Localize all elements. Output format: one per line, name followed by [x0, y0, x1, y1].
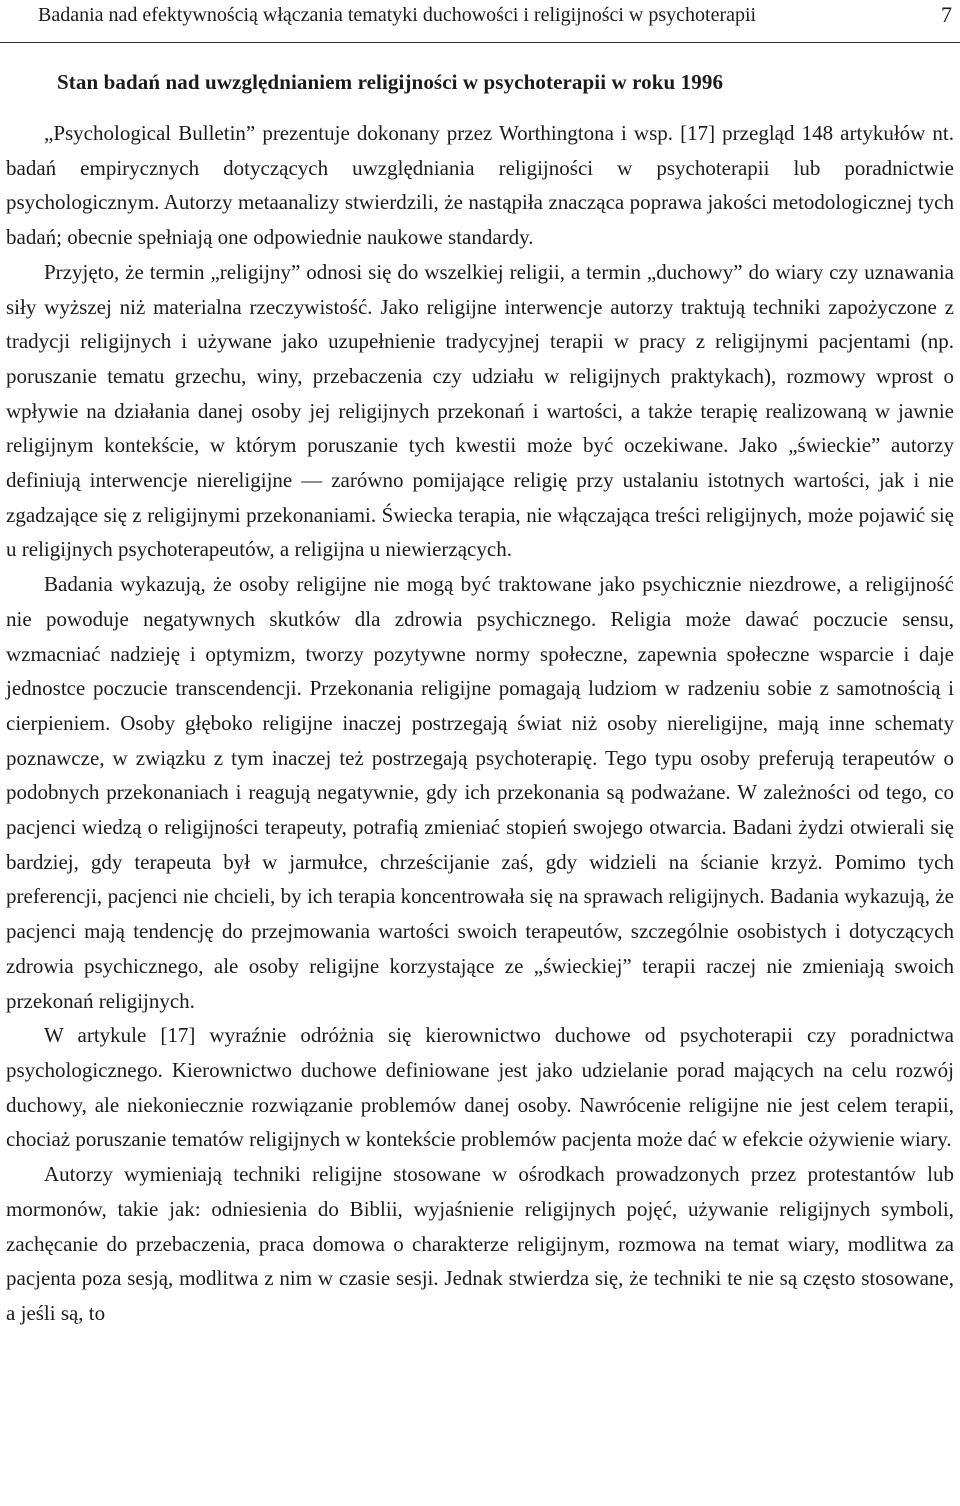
paragraph: W artykule [17] wyraźnie odróżnia się kierownictwo duchowe od psychoterapii czy poradnictwa psychologicznego. Kierownictwo duchowe definiowane jest jako udzielanie porad mających na celu rozwój duchowy, ale niekoniecznie rozwiązanie problemów danej osoby. Nawrócenie religijne nie jest celem terapii, chociaż poruszanie tematów religijnych w kontekście problemów pacjenta może dać w efekcie ożywienie wiary. [6, 1023, 954, 1152]
paragraph: Autorzy wymieniają techniki religijne stosowane w ośrodkach prowadzonych przez protestantów lub mormonów, takie jak: odniesienia do Biblii, wyjaśnienie religijnych pojęć, używanie religijnych symboli, zachęcanie do przebaczenia, praca domowa o charakterze religijnym, rozmowa na temat wiary, modlitwa za pacjenta poza sesją, modlitwa z nim w czasie sesji. Jednak stwierdza się, że techniki te nie są często stosowane, a jeśli są, to [6, 1162, 954, 1325]
body-text [6, 116, 954, 1331]
paragraph: Przyjęto, że termin „religijny” odnosi się do wszelkiej religii, a termin „duchowy” do wiary czy uznawania siły wyższej niż materialna rzeczywistość. Jako religijne interwencje autorzy traktują techniki zapożyczone z tradycji religijnych i używane jako uzupełnienie tradycyjnej terapii w pracy z religijnymi pacjentami (np. poruszanie tematu grzechu, winy, przebaczenia czy udziału w religijnych praktykach), rozmowy wprost o wpływie na działania danej osoby jej religijnych przekonań i wartości, a także terapię realizowaną w jawnie religijnym kontekście, w którym poruszanie tych kwestii może być oczekiwane. Jako „świeckie” autorzy definiują interwencje niereligijne — zarówno pomijające religię przy ustalaniu istotnych wartości, jak i nie zgadzające się z religijnymi przekonaniami. Świecka terapia, nie włączająca treści religijnych, może pojawić się u religijnych psychoterapeutów, a religijna u niewierzących. [6, 259, 954, 562]
paragraph: „Psychological Bulletin” prezentuje dokonany przez Worthingtona i wsp. [17] przegląd 148 artykułów nt. badań empirycznych dotyczących uwzględniania religijności w psychoterapii lub poradnictwie psychologicznym. Autorzy metaanalizy stwierdzili, że nastąpiła znacząca poprawa jakości metodologicznej tych badań; obecnie spełniają one odpowiednie naukowe standardy. [6, 121, 954, 250]
running-title: Badania nad efektywnością włączania tematyki duchowości i religijności w psychoterapii [38, 4, 757, 26]
paragraph: Badania wykazują, że osoby religijne nie mogą być traktowane jako psychicznie niezdrowe, a religijność nie powoduje negatywnych skutków dla zdrowia psychicznego. Religia może dawać poczucie sensu, wzmacniać nadzieję i optymizm, tworzy pozytywne normy społeczne, zapewnia społeczne wsparcie i daje jednostce poczucie transcendencji. Przekonania religijne pomagają ludziom w radzeniu sobie z samotnością i cierpieniem. Osoby głęboko religijne inaczej postrzegają świat niż osoby niereligijne, mają inne schematy poznawcze, w związku z tym inaczej też postrzegają psychoterapię. Tego typu osoby preferują terapeutów o podobnych przekonaniach i reagują negatywnie, gdy ich przekonania są podważane. W zależności od tego, co pacjenci wiedzą o religijności terapeuty, potrafią zmieniać stopień swojego otwarcia. Badani żydzi otwierali się bardziej, gdy terapeuta był w jarmułce, chrześcijanie zaś, gdy widzieli na ścianie krzyż. Pomimo tych preferencji, pacjenci nie chcieli, by ich terapia koncentrowała się na sprawach religijnych. Badania wykazują, że pacjenci mają tendencję do przejmowania wartości swoich terapeutów, szczególnie osobistych i dotyczących zdrowia psychicznego, ale osoby religijne korzystające ze „świeckiej” terapii raczej nie zmieniają swoich przekonań religijnych. [6, 572, 954, 1013]
section-heading: Stan badań nad uwzględnianiem religijności w psychoterapii w roku 1996 [57, 70, 724, 94]
page-number: 7 [941, 2, 952, 27]
running-header [0, 0, 960, 43]
